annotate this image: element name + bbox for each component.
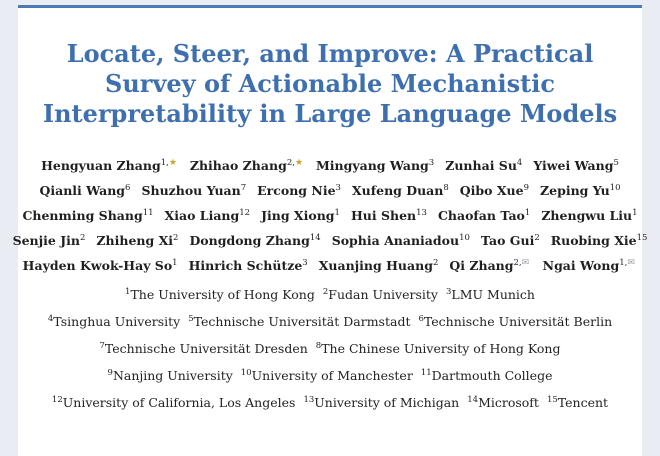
affiliation-number: 13 — [303, 395, 315, 405]
author — [96, 228, 178, 253]
author — [316, 153, 434, 178]
author: Qi Zhang$^{2,}$✉ — [449, 258, 530, 273]
affiliation-number: 1, — [619, 258, 628, 268]
affiliation-number: 1, — [160, 158, 169, 168]
author — [438, 203, 530, 228]
affiliation — [547, 389, 608, 416]
author-name: Zhiheng Xi — [96, 233, 174, 248]
affiliation — [108, 362, 233, 389]
affiliation — [303, 389, 459, 416]
author-line — [18, 253, 642, 278]
affiliation — [48, 308, 180, 335]
affiliation-number: 1 — [172, 258, 178, 268]
author — [481, 228, 540, 253]
affiliation-number: 4 — [47, 314, 54, 324]
paper-title — [18, 39, 642, 129]
affiliation-name: University of Michigan — [314, 395, 460, 410]
author: Zhihao Zhang$^{2,}$★ — [189, 158, 304, 173]
affiliation — [100, 335, 308, 362]
affiliation-number: 7 — [240, 183, 247, 193]
author — [351, 203, 427, 228]
author — [23, 253, 178, 278]
affiliation-name: Dartmouth College — [431, 368, 553, 383]
author — [540, 178, 621, 203]
author-name: Yiwei Wang — [533, 158, 614, 173]
affiliation-number: 3 — [335, 183, 341, 193]
affiliation-number: 10 — [609, 183, 621, 193]
affiliation-number: 1 — [632, 208, 638, 218]
affiliation — [241, 362, 413, 389]
author-name: Dongdong Zhang — [189, 233, 310, 248]
title-line-2: Survey of Actionable Mechanistic — [105, 69, 555, 98]
affiliation-number: 14 — [467, 395, 479, 405]
affiliation-name: Microsoft — [478, 395, 539, 410]
author — [189, 228, 320, 253]
affiliation-name: Tsinghua University — [53, 314, 181, 329]
affiliation-line — [18, 362, 642, 389]
affiliation-number: 6 — [418, 314, 424, 324]
author-name: Sophia Ananiadou — [331, 233, 460, 248]
affiliation — [316, 335, 561, 362]
author — [332, 228, 470, 253]
author — [39, 178, 130, 203]
affiliation — [125, 281, 315, 308]
affiliation — [418, 308, 612, 335]
affiliation-number: 15 — [546, 395, 558, 405]
affiliation-name: Technische Universität Darmstadt — [193, 314, 411, 329]
author-name: Hengyuan Zhang — [41, 158, 161, 173]
affiliation-number: 3 — [428, 158, 435, 168]
affiliation-number: 6 — [125, 183, 131, 193]
author-name: Zhengwu Liu — [541, 208, 633, 223]
author-line — [18, 178, 642, 203]
author-name: Hayden Kwok-Hay So — [22, 258, 173, 273]
affiliation-name: Tencent — [557, 395, 609, 410]
affiliation-number: 2, — [286, 158, 295, 168]
author — [319, 253, 439, 278]
affiliation-number: 11 — [420, 368, 432, 378]
paper-page — [12, 5, 648, 456]
affiliation-name: Technische Universität Berlin — [423, 314, 613, 329]
affiliation-number: 9 — [523, 183, 530, 193]
affiliation-number: 1 — [524, 208, 531, 218]
author-name: Ngai Wong — [542, 258, 620, 273]
author — [141, 178, 246, 203]
affiliation — [52, 389, 296, 416]
author — [541, 203, 637, 228]
author — [352, 178, 449, 203]
title-line-3: Interpretability in Large Language Models — [42, 99, 618, 128]
affiliation-number: 12 — [239, 208, 251, 218]
author-name: Hui Shen — [350, 208, 417, 223]
affiliation-name: The University of Hong Kong — [130, 287, 315, 302]
affiliation-number: 7 — [99, 341, 105, 351]
author-name: Qibo Xue — [459, 183, 524, 198]
author-name: Ruobing Xie — [550, 233, 637, 248]
affiliation-line — [18, 389, 642, 416]
author-line — [18, 203, 642, 228]
author-list — [12, 153, 648, 278]
author — [551, 228, 648, 253]
affiliation-name: University of California, Los Angeles — [62, 395, 296, 410]
affiliation-number: 10 — [459, 233, 470, 243]
author-name: Xuanjing Huang — [318, 258, 433, 273]
affiliation-number: 3 — [302, 258, 308, 268]
affiliation-number: 8 — [443, 183, 449, 193]
author-name: Shuzhou Yuan — [141, 183, 241, 198]
affiliation-name: Technische Universität Dresden — [104, 341, 308, 356]
author-line — [12, 228, 648, 253]
affiliation-number: 8 — [315, 341, 322, 351]
affiliation — [421, 362, 553, 389]
affiliation-number: 2, — [513, 258, 522, 268]
author — [189, 253, 308, 278]
affiliation-line — [18, 308, 642, 335]
author: Hengyuan Zhang$^{1,}$★ — [41, 158, 177, 173]
author-name: Jing Xiong — [261, 208, 335, 223]
author-name: Tao Gui — [480, 233, 535, 248]
author-name: Xiao Liang — [164, 208, 240, 223]
affiliation — [323, 281, 438, 308]
affiliation-name: University of Manchester — [251, 368, 413, 383]
affiliation — [467, 389, 539, 416]
author-name: Qianli Wang — [39, 183, 126, 198]
author — [22, 203, 153, 228]
author — [13, 228, 86, 253]
affiliation-number: 15 — [636, 233, 648, 243]
affiliation-line — [18, 281, 642, 308]
title-line-1: Locate, Steer, and Improve: A Practical — [66, 39, 594, 68]
author — [533, 153, 619, 178]
author-name: Zunhai Su — [445, 158, 517, 173]
author-name: Chenming Shang — [22, 208, 143, 223]
affiliation-number: 12 — [51, 395, 63, 405]
author-name: Hinrich Schütze — [188, 258, 303, 273]
affiliation — [188, 308, 410, 335]
author-name: Ercong Nie — [257, 183, 336, 198]
affiliation-number: 1 — [125, 287, 131, 297]
author: Ngai Wong$^{1,}$✉ — [542, 258, 635, 273]
author — [261, 203, 340, 228]
author-line — [18, 153, 642, 178]
affiliation-name: Fudan University — [328, 287, 438, 302]
affiliation-number: 1 — [334, 208, 340, 218]
author-name: Xufeng Duan — [351, 183, 444, 198]
author — [460, 178, 529, 203]
affiliation-name: LMU Munich — [451, 287, 535, 302]
author-name: Senjie Jin — [12, 233, 80, 248]
affiliation-number: 3 — [445, 287, 452, 297]
affiliation — [446, 281, 535, 308]
affiliation-number: 2 — [322, 287, 329, 297]
author-name: Mingyang Wang — [315, 158, 429, 173]
author-name: Zeping Yu — [540, 183, 610, 198]
affiliation-line — [18, 335, 642, 362]
affiliation-number: 2 — [432, 258, 439, 268]
affiliation-number: 2 — [534, 233, 540, 243]
affiliation-number: 4 — [516, 158, 523, 168]
affiliation-number: 13 — [416, 208, 427, 218]
affiliation-number: 2 — [173, 233, 179, 243]
affiliation-number: 10 — [240, 368, 252, 378]
author-name: Qi Zhang — [449, 258, 514, 273]
affiliation-number: 14 — [309, 233, 321, 243]
affiliation-number: 9 — [107, 368, 113, 378]
affiliation-number: 2 — [79, 233, 86, 243]
author — [257, 178, 341, 203]
author — [165, 203, 251, 228]
affiliation-number: 5 — [188, 314, 194, 324]
affiliation-name: The Chinese University of Hong Kong — [321, 341, 561, 356]
affiliation-name: Nanjing University — [112, 368, 233, 383]
author-name: Chaofan Tao — [437, 208, 525, 223]
affiliation-list — [18, 281, 642, 416]
affiliation-number: 11 — [142, 208, 154, 218]
affiliation-number: 5 — [613, 158, 619, 168]
author — [445, 153, 522, 178]
author-name: Zhihao Zhang — [189, 158, 287, 173]
